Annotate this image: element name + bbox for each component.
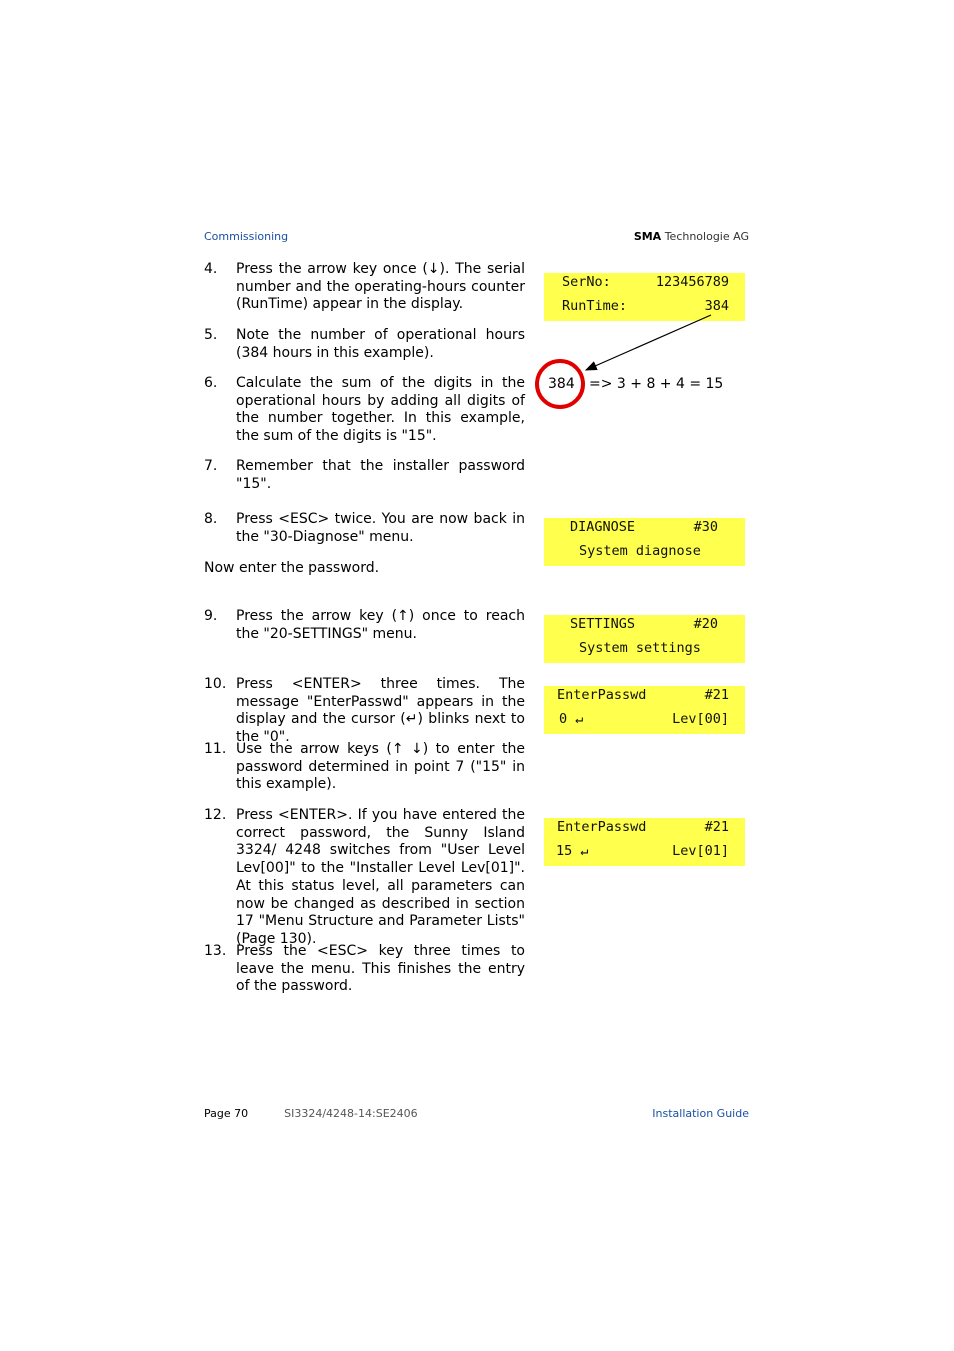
step-text: Press <ESC> twice. You are now back in the "30-Diagnose" menu. — [236, 511, 525, 545]
callout-arrow — [586, 315, 711, 370]
section-title: Commissioning — [204, 230, 289, 243]
step-text: Press the <ESC> key three times to leave the menu. This finishes the entry of the password. — [236, 943, 525, 995]
footer-left — [204, 1107, 418, 1120]
step-text: Press <ENTER> three times. The message "EnterPasswd" appears in the display and the cursor (↵) blinks next to the "0". — [236, 676, 525, 746]
document-id: SI3324/4248-14:SE2406 — [284, 1107, 418, 1120]
step-text: Calculate the sum of the digits in the operational hours by adding all digits of the number together. In this example, the sum of the digits is "15". — [236, 375, 525, 445]
display-value: Lev[01] — [672, 843, 729, 859]
step-number: 13. — [204, 943, 227, 959]
page-number: Page 70 — [204, 1107, 249, 1120]
display-value: #21 — [704, 819, 729, 835]
step-number: 7. — [204, 458, 218, 474]
digit-sum-calculation: => 3 + 8 + 4 = 15 — [589, 376, 724, 392]
step-number: 6. — [204, 375, 218, 391]
step-number: 12. — [204, 807, 227, 823]
display-value: Lev[00] — [672, 711, 729, 727]
step-number: 8. — [204, 511, 218, 527]
step-number: 5. — [204, 327, 218, 343]
display-value: 384 — [704, 298, 729, 314]
highlighted-number: 384 — [548, 376, 575, 392]
document-title: Installation Guide — [652, 1107, 749, 1120]
step-text: Press the arrow key (↑) once to reach the "20-SETTINGS" menu. — [236, 608, 525, 642]
display-value: 123456789 — [655, 274, 729, 290]
company-name: Technologie AG — [664, 230, 749, 243]
brand-name: SMA — [633, 230, 662, 243]
display-label: SETTINGS — [570, 616, 636, 632]
display-label: 0 ↵ — [559, 711, 584, 727]
display-text: System diagnose — [579, 543, 701, 559]
step-number: 10. — [204, 676, 227, 692]
step-text: Remember that the installer password "15". — [236, 458, 525, 492]
step-text: Use the arrow keys (↑ ↓) to enter the password determined in point 7 ("15" in this example). — [236, 741, 525, 793]
password-note: Now enter the password. — [204, 560, 380, 576]
step-text: Note the number of operational hours (384 hours in this example). — [236, 327, 525, 361]
display-value: #30 — [693, 519, 718, 535]
display-label: DIAGNOSE — [570, 519, 636, 535]
display-label: EnterPasswd — [557, 687, 647, 703]
step-number: 11. — [204, 741, 227, 757]
display-label: SerNo: — [562, 274, 611, 290]
step-number: 9. — [204, 608, 218, 624]
step-number: 4. — [204, 261, 218, 277]
display-value: #21 — [704, 687, 729, 703]
display-label: 15 ↵ — [556, 843, 589, 859]
display-value: #20 — [693, 616, 718, 632]
display-text: System settings — [579, 640, 701, 656]
display-label: RunTime: — [562, 298, 628, 314]
step-text: Press <ENTER>. If you have entered the correct password, the Sunny Island 3324/ 4248 switches from "User Level Lev[00]" to the "Installer Level Lev[01]". At this status level, all parameters can now be changed as described in section 17 "Menu Structure and Parameter Lists" (Page 130). — [236, 807, 525, 947]
step-text: Press the arrow key once (↓). The serial number and the operating-hours counter (RunTime) appear in the display. — [236, 261, 525, 313]
display-label: EnterPasswd — [557, 819, 647, 835]
